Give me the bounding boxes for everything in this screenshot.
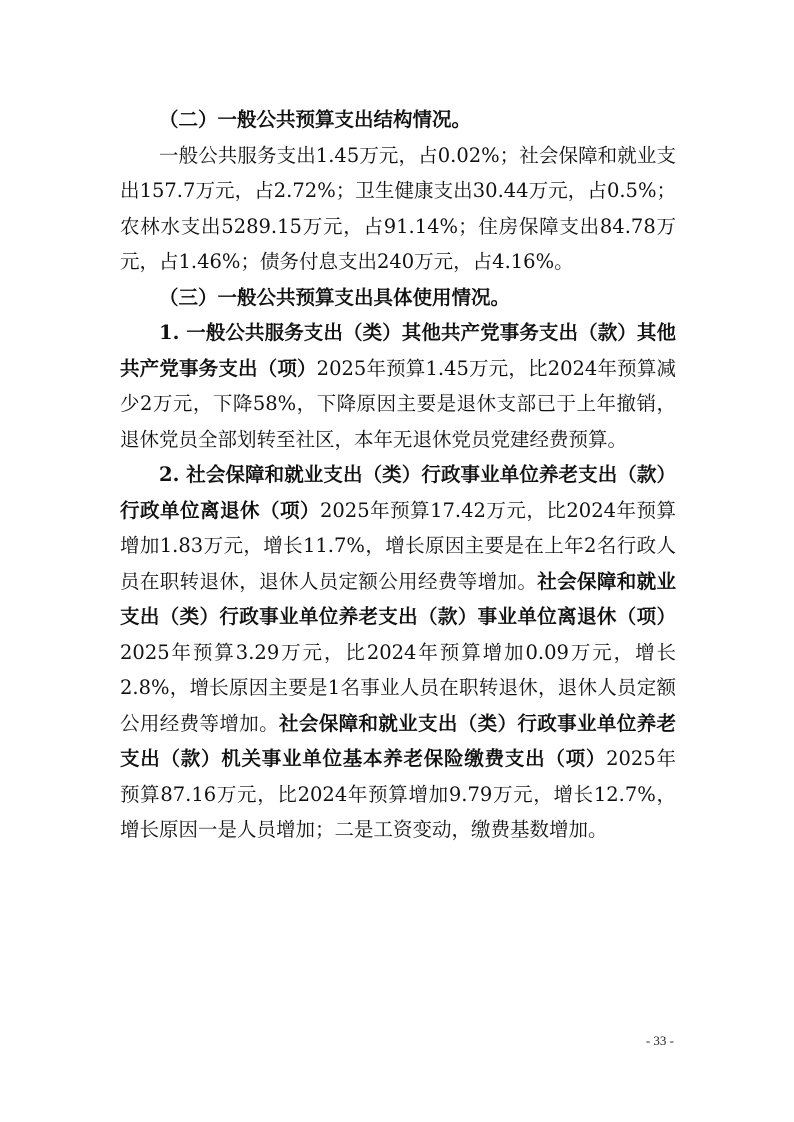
item-2-text-c: 2025年预算87.16万元，比2024年预算增加9.79万元，增长12.7%，增长原因一是人员增加；二是工资变动，缴费基数增加。 — [120, 747, 676, 841]
item-1-text: 2025年预算1.45万元，比2024年预算减少2万元，下降58%，下降原因主要是退休支部已于上年撤销，退休党员全部划转至社区，本年无退休党员党建经费预算。 — [120, 356, 676, 451]
page-number: - 33 - — [645, 1033, 674, 1048]
section-heading-2: （二）一般公共预算支出结构情况。 — [159, 108, 472, 131]
item-1-paragraph — [120, 315, 676, 457]
item-2-text-b: 2025年预算3.29万元，比2024年预算增加0.09万元，增长2.8%，增长原因主要是1名事业人员在职转退休，退休人员定额公用经费等增加。 — [120, 640, 676, 735]
document-body — [120, 102, 676, 848]
item-2-paragraph — [120, 457, 676, 848]
structure-paragraph: 一般公共服务支出1.45万元，占0.02%；社会保障和就业支出157.7万元，占2.72%；卫生健康支出30.44万元，占0.5%；农林水支出5289.15万元，占91.14%；住房保障支出84.78万元，占1.46%；债务付息支出240万元，占4.16%。 — [120, 143, 676, 273]
item-1-title: 1. 一般公共服务支出（类）其他共产党事务支出（款）其他共产党事务支出（项） — [120, 321, 676, 380]
section-heading-3: （三）一般公共预算支出具体使用情况。 — [159, 285, 511, 309]
item-2-title-c: 社会保障和就业支出（类）行政事业单位养老支出（款）机关事业单位基本养老保险缴费支出（项） — [120, 711, 676, 770]
item-2-title-a: 2. 社会保障和就业支出（类）行政事业单位养老支出（款）行政单位离退休（项） — [120, 463, 676, 522]
item-2-text-a: 2025年预算17.42万元，比2024年预算增加1.83万元，增长11.7%，增长原因主要是在上年2名行政人员在职转退休，退休人员定额公用经费等增加。 — [120, 498, 676, 593]
item-2-title-b: 社会保障和就业支出（类）行政事业单位养老支出（款）事业单位离退休（项） — [120, 569, 676, 628]
